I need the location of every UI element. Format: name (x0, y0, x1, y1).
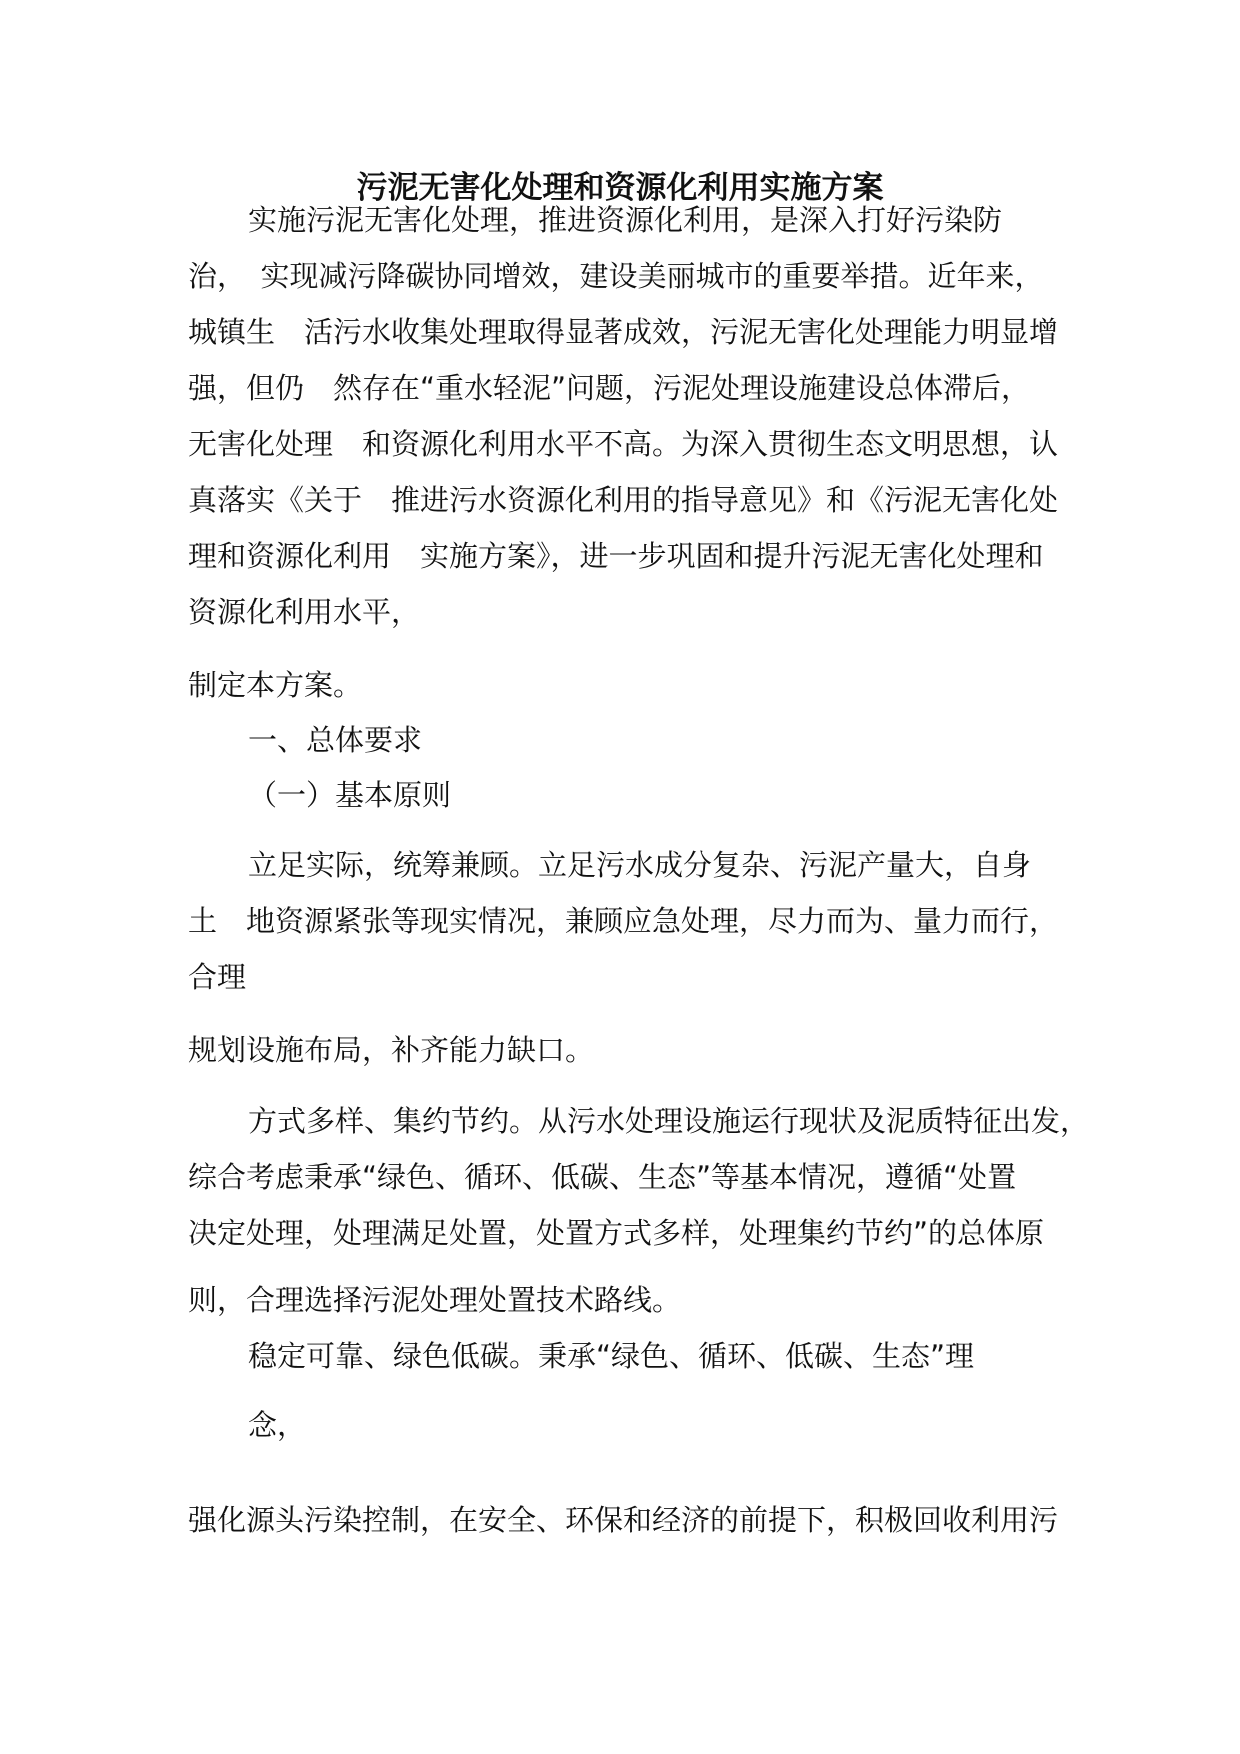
paragraph-line: 强，但仍 然存在“重水轻泥”问题，污泥处理设施建设总体滞后， (188, 371, 1031, 405)
paragraph-line: 综合考虑秉承“绿色、循环、低碳、生态”等基本情况，遵循“处置 (188, 1160, 1017, 1194)
paragraph-line: 念， (248, 1408, 307, 1442)
paragraph-line: 制定本方案。 (188, 668, 363, 702)
paragraph-line: 实施污泥无害化处理，推进资源化利用，是深入打好污染防 (248, 203, 1003, 237)
paragraph-line: 资源化利用水平， (188, 595, 421, 629)
paragraph-line: 方式多样、集约节约。从污水处理设施运行现状及泥质特征出发， (248, 1104, 1090, 1138)
paragraph-line: 真落实《关于 推进污水资源化利用的指导意见》和《污泥无害化处 (188, 483, 1059, 517)
paragraph-line: 无害化处理 和资源化利用水平不高。为深入贯彻生态文明思想，认 (188, 427, 1059, 461)
paragraph-line: 土 地资源紧张等现实情况，兼顾应急处理，尽力而为、量力而行， (188, 904, 1059, 938)
document-title: 污泥无害化处理和资源化利用实施方案 (356, 170, 884, 206)
paragraph-line: 稳定可靠、绿色低碳。秉承“绿色、循环、低碳、生态”理 (248, 1339, 975, 1373)
paragraph-line: 决定处理，处理满足处置，处置方式多样，处理集约节约”的总体原 (188, 1216, 1045, 1250)
paragraph-line: 则，合理选择污泥处理处置技术路线。 (188, 1283, 682, 1317)
subsection-heading: （一）基本原则 (248, 778, 452, 812)
section-heading: 一、总体要求 (248, 723, 423, 757)
paragraph-line: 规划设施布局，补齐能力缺口。 (188, 1033, 595, 1067)
paragraph-line: 合理 (188, 960, 247, 994)
paragraph-line: 强化源头污染控制，在安全、环保和经济的前提下，积极回收利用污 (188, 1503, 1059, 1537)
paragraph-line: 立足实际，统筹兼顾。立足污水成分复杂、污泥产量大，自身 (248, 848, 1032, 882)
paragraph-line: 治， 实现减污降碳协同增效，建设美丽城市的重要举措。近年来， (188, 259, 1044, 293)
paragraph-line: 城镇生 活污水收集处理取得显著成效，污泥无害化处理能力明显增 (188, 315, 1059, 349)
paragraph-line: 理和资源化利用 实施方案》，进一步巩固和提升污泥无害化处理和 (188, 539, 1044, 573)
